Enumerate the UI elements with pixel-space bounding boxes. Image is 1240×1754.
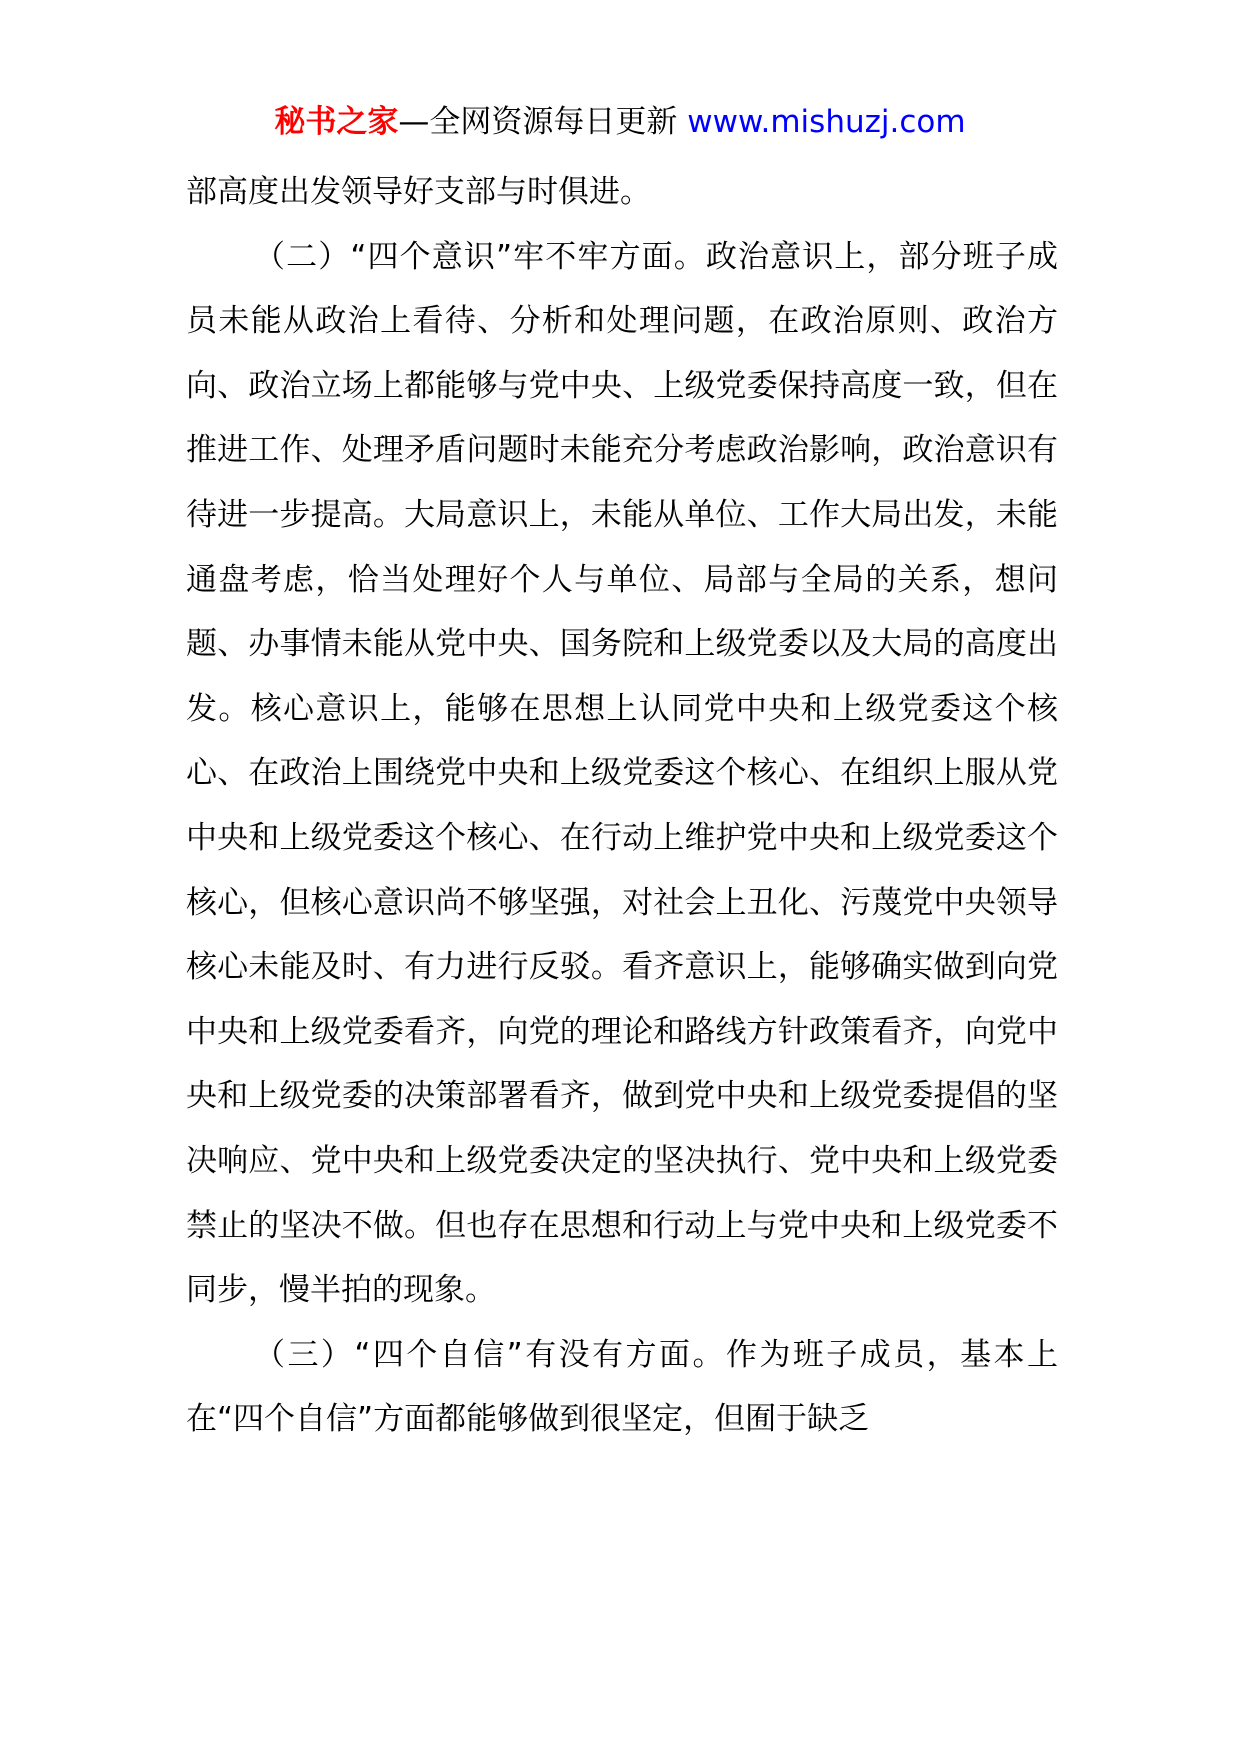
site-tagline: —全网资源每日更新 <box>398 104 678 140</box>
page-header <box>0 100 1240 144</box>
site-brand: 秘书之家 <box>274 104 399 140</box>
paragraph-continuation: 部高度出发领导好支部与时俱进。 <box>186 174 651 210</box>
paragraph-four-consciousness: （二）“四个意识”牢不牢方面。政治意识上，部分班子成员未能从政治上看待、分析和处理问题，在政治原则、政治方向、政治立场上都能够与党中央、上级党委保持高度一致，但在推进工作、处理矛盾问题时未能充分考虑政治影响，政治意识有待进一步提高。大局意识上，未能从单位、工作大局出发，未能通盘考虑，恰当处理好个人与单位、局部与全局的关系，想问题、办事情未能从党中央、国务院和上级党委以及大局的高度出发。核心意识上，能够在思想上认同党中央和上级党委这个核心、在政治上围绕党中央和上级党委这个核心、在组织上服从党中央和上级党委这个核心、在行动上维护党中央和上级党委这个核心，但核心意识尚不够坚强，对社会上丑化、污蔑党中央领导核心未能及时、有力进行反驳。看齐意识上，能够确实做到向党中央和上级党委看齐，向党的理论和路线方针政策看齐，向党中央和上级党委的决策部署看齐，做到党中央和上级党委提倡的坚决响应、党中央和上级党委决定的坚决执行、党中央和上级党委禁止的坚决不做。但也存在思想和行动上与党中央和上级党委不同步，慢半拍的现象。 <box>186 238 1058 1309</box>
site-url-link[interactable]: www.mishuzj.com <box>687 104 966 140</box>
paragraph-four-confidences: （三）“四个自信”有没有方面。作为班子成员，基本上在“四个自信”方面都能够做到很坚定，但囿于缺乏 <box>186 1336 1058 1438</box>
document-body <box>186 160 1058 1452</box>
